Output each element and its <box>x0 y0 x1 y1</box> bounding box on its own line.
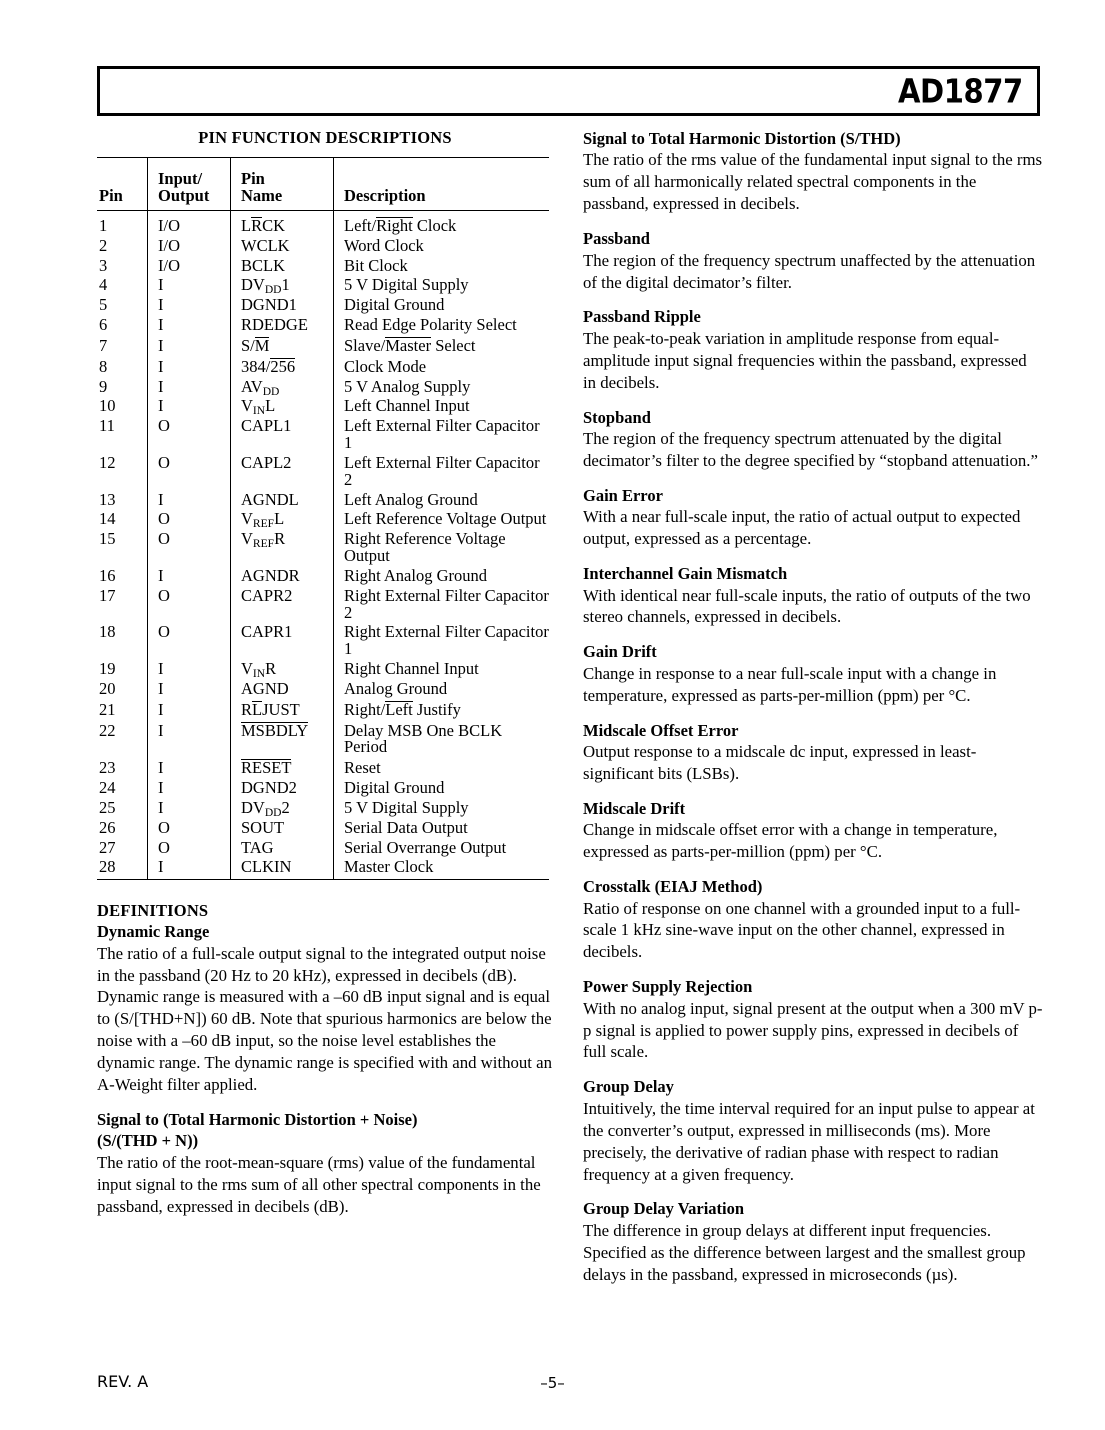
cell-description: 5 V Digital Supply <box>334 798 550 818</box>
table-header-row <box>97 158 549 211</box>
cell-pin-name: 384/256 <box>231 356 334 377</box>
cell-input-output: I <box>148 335 231 356</box>
cell-description: Right Reference Voltage Output <box>334 530 550 567</box>
column-header-input-output <box>148 158 231 211</box>
cell-pin-number: 5 <box>99 295 108 315</box>
cell-pin-name: RDEDGE <box>231 316 334 336</box>
cell-pin-number: 11 <box>99 416 115 436</box>
cell-pin-name: AGNDR <box>231 566 334 586</box>
cell-pin-name: RESET <box>231 758 334 779</box>
cell-input-output: I <box>148 720 231 758</box>
definition-title: Group Delay Variation <box>583 1199 745 1219</box>
cell-pin-number: 4 <box>99 275 108 295</box>
cell-description: Left/Right Clock <box>334 211 550 237</box>
cell-pin-name: $DV_{DD}2$ <box>231 798 334 818</box>
definition-body: The region of the frequency spectrum attenuated by the digital decimator’s filter to the degree specified by “stopband attenuation.” <box>583 429 1038 470</box>
footer-revision: REV. A <box>97 1372 149 1391</box>
definition-body: The ratio of the rms value of the fundamental input signal to the rms sum of all harmonically related spectral components in the passband, expressed in decibels. <box>583 150 1043 214</box>
cell-pin-number: 16 <box>99 565 116 585</box>
cell-description: Delay MSB One BCLK Period <box>334 720 550 758</box>
cell-pin-number: 2 <box>99 235 108 255</box>
table-row <box>97 798 549 818</box>
part-number-title: AD1877 <box>898 71 1023 111</box>
table-row <box>97 679 549 699</box>
cell-pin-number: 13 <box>99 489 116 509</box>
cell-pin-name: DGND1 <box>231 296 334 316</box>
table-row <box>97 818 549 838</box>
cell-pin-number: 24 <box>99 778 116 798</box>
cell-description: Digital Ground <box>334 296 550 316</box>
cell-pin-number: 27 <box>99 837 116 857</box>
cell-pin-number: 21 <box>99 699 116 719</box>
cell-description: Serial Overrange Output <box>334 838 550 858</box>
cell-input-output: O <box>148 838 231 858</box>
page-header-box <box>97 66 1040 116</box>
footer-page-number: –5– <box>540 1374 565 1392</box>
cell-input-output: I <box>148 699 231 720</box>
table-row <box>97 758 549 779</box>
cell-pin-name: CAPR2 <box>231 586 334 623</box>
column-header-description: Description <box>334 158 550 211</box>
table-row <box>97 256 549 276</box>
cell-pin-name: LRCK <box>231 211 334 237</box>
definition-body: The difference in group delays at different input frequencies. Specified as the difference between largest and the smallest group delays in the passband, expressed in microseconds (µs). <box>583 1220 1026 1284</box>
table-row <box>97 779 549 799</box>
definition-body: Ratio of response on one channel with a grounded input to a full-scale 1 kHz sine-wave input on the other channel, expressed in decibels. <box>583 898 1021 962</box>
cell-description: Right Channel Input <box>334 660 550 680</box>
definition-body: With a near full-scale input, the ratio of actual output to expected output, expressed as a percentage. <box>583 507 1021 549</box>
cell-input-output: I <box>148 566 231 586</box>
cell-pin-number: 19 <box>99 659 116 679</box>
definition-title-line2: (S/(THD + N)) <box>97 1131 199 1151</box>
cell-input-output: I <box>148 377 231 397</box>
definition-body: The region of the frequency spectrum unaffected by the attenuation of the digital decimator’s filter. <box>583 250 1036 292</box>
cell-description: Left Reference Voltage Output <box>334 510 550 530</box>
cell-input-output: I <box>148 758 231 779</box>
cell-pin-name: CAPR1 <box>231 623 334 660</box>
cell-description: Serial Data Output <box>334 818 550 838</box>
cell-description: Reset <box>334 758 550 779</box>
cell-pin-number: 17 <box>99 585 116 605</box>
cell-input-output: I/O <box>148 236 231 256</box>
cell-pin-name: $V_{REF}R$ <box>231 530 334 567</box>
cell-description: Right External Filter Capacitor 2 <box>334 586 550 623</box>
cell-pin-name: $V_{IN}L$ <box>231 397 334 417</box>
table-row <box>97 660 549 680</box>
definition-title: Midscale Offset Error <box>583 720 739 740</box>
definition-entry <box>583 1076 1043 1185</box>
cell-input-output: O <box>148 510 231 530</box>
pin-function-descriptions-title: PIN FUNCTION DESCRIPTIONS <box>198 128 452 147</box>
cell-description: Word Clock <box>334 236 550 256</box>
table-row <box>97 858 549 879</box>
cell-input-output: I/O <box>148 256 231 276</box>
definition-entry <box>583 798 1043 863</box>
cell-pin-number: 9 <box>99 376 108 396</box>
definition-entry <box>583 128 1043 215</box>
cell-pin-number: 25 <box>99 797 116 817</box>
cell-description: 5 V Analog Supply <box>334 377 550 397</box>
table-row <box>97 296 549 316</box>
cell-description: Right/Left Justify <box>334 699 550 720</box>
definition-title: Crosstalk (EIAJ Method) <box>583 877 763 897</box>
definition-entry <box>97 1109 553 1218</box>
cell-pin-number: 6 <box>99 315 108 335</box>
cell-pin-name: CLKIN <box>231 858 334 879</box>
table-row <box>97 623 549 660</box>
definition-title: Group Delay <box>583 1077 674 1097</box>
column-header-pin: Pin <box>97 158 148 211</box>
definition-entry <box>583 306 1043 393</box>
definition-title: Power Supply Rejection <box>583 977 753 997</box>
cell-description: Right Analog Ground <box>334 566 550 586</box>
definition-entry <box>583 976 1043 1063</box>
table-row <box>97 211 549 237</box>
cell-input-output: I <box>148 779 231 799</box>
table-row <box>97 720 549 758</box>
definition-title: Interchannel Gain Mismatch <box>583 564 788 584</box>
definition-entry <box>583 407 1043 472</box>
cell-description: Analog Ground <box>334 679 550 699</box>
definition-body: Change in midscale offset error with a change in temperature, expressed as parts-per-million (ppm) per °C. <box>583 820 998 862</box>
cell-pin-number: 18 <box>99 622 116 642</box>
definitions-section <box>97 901 553 1217</box>
cell-input-output: I <box>148 276 231 296</box>
cell-pin-number: 22 <box>99 720 116 740</box>
definition-title: Stopband <box>583 407 651 427</box>
cell-input-output: I <box>148 397 231 417</box>
left-definition-list <box>97 921 553 1217</box>
definition-title: Gain Drift <box>583 642 657 662</box>
definition-title: Dynamic Range <box>97 922 210 942</box>
right-definition-list <box>583 128 1043 1286</box>
cell-pin-name: WCLK <box>231 236 334 256</box>
cell-pin-number: 1 <box>99 216 108 235</box>
pin-function-table <box>97 157 549 879</box>
cell-pin-name: AGNDL <box>231 490 334 510</box>
definition-entry <box>583 563 1043 628</box>
left-column <box>97 128 553 1218</box>
cell-pin-name: RLJUST <box>231 699 334 720</box>
cell-pin-number: 20 <box>99 678 116 698</box>
column-header-io-line2: Output <box>158 186 210 206</box>
table-row <box>97 377 549 397</box>
cell-pin-number: 8 <box>99 356 108 376</box>
definition-title: Passband Ripple <box>583 307 701 327</box>
table-row <box>97 530 549 567</box>
column-header-pin-name <box>231 158 334 211</box>
cell-pin-number: 12 <box>99 452 116 472</box>
cell-input-output: I <box>148 679 231 699</box>
cell-pin-name: S/M <box>231 335 334 356</box>
definition-title: Signal to Total Harmonic Distortion (S/THD) <box>583 129 901 148</box>
cell-pin-name: $V_{IN}R$ <box>231 660 334 680</box>
table-row <box>97 453 549 490</box>
cell-pin-name: $V_{REF}L$ <box>231 510 334 530</box>
right-column <box>583 128 1043 1286</box>
definition-title: Signal to (Total Harmonic Distortion + Noise) <box>97 1109 418 1129</box>
cell-description: Master Clock <box>334 858 550 879</box>
cell-pin-number: 15 <box>99 529 116 549</box>
table-row <box>97 510 549 530</box>
cell-description: Read Edge Polarity Select <box>334 316 550 336</box>
column-header-name-line1: Pin <box>241 169 265 189</box>
table-body <box>97 211 549 880</box>
cell-input-output: O <box>148 530 231 567</box>
cell-pin-name: MSBDLY <box>231 720 334 758</box>
table-row <box>97 699 549 720</box>
cell-pin-number: 7 <box>99 335 108 355</box>
table-row <box>97 236 549 256</box>
column-header-name-line2: Name <box>241 186 283 206</box>
cell-input-output: I <box>148 296 231 316</box>
definition-body: With identical near full-scale inputs, the ratio of outputs of the two stereo channels, expressed in decibels. <box>583 585 1031 627</box>
table-row <box>97 490 549 510</box>
table-row <box>97 397 549 417</box>
cell-pin-number: 10 <box>99 396 116 416</box>
cell-pin-name: $AV_{DD}$ <box>231 377 334 397</box>
definition-entry <box>583 228 1043 293</box>
cell-description: Left Channel Input <box>334 397 550 417</box>
cell-input-output: O <box>148 586 231 623</box>
definition-body: Intuitively, the time interval required for an input pulse to appear at the converter’s output, expressed in milliseconds (ms). More precisely, the derivative of radian phase with respect to radian frequency at a given frequency. <box>583 1098 1035 1184</box>
definition-entry <box>583 876 1043 963</box>
definition-title: Midscale Drift <box>583 798 686 818</box>
cell-input-output: I <box>148 490 231 510</box>
definition-entry <box>583 720 1043 785</box>
cell-description: Left External Filter Capacitor 2 <box>334 453 550 490</box>
definition-body: The peak-to-peak variation in amplitude response from equal-amplitude input signal frequencies within the passband, expressed in decibels. <box>583 328 1027 392</box>
definition-body: With no analog input, signal present at the output when a 300 mV p-p signal is applied to power supply pins, expressed in decibels of full scale. <box>583 998 1043 1062</box>
definitions-heading: DEFINITIONS <box>97 901 209 921</box>
cell-description: Left External Filter Capacitor 1 <box>334 417 550 454</box>
cell-description: Left Analog Ground <box>334 490 550 510</box>
definition-entry <box>97 921 553 1096</box>
definition-entry <box>583 641 1043 706</box>
cell-input-output: O <box>148 623 231 660</box>
cell-pin-name: BCLK <box>231 256 334 276</box>
cell-input-output: I <box>148 660 231 680</box>
table-row <box>97 566 549 586</box>
cell-input-output: O <box>148 818 231 838</box>
definition-body: Change in response to a near full-scale input with a change in temperature, expressed as parts-per-million (ppm) per °C. <box>583 663 997 705</box>
cell-input-output: I <box>148 356 231 377</box>
cell-pin-name: SOUT <box>231 818 334 838</box>
cell-pin-name: CAPL1 <box>231 417 334 454</box>
cell-pin-number: 26 <box>99 817 116 837</box>
cell-input-output: I <box>148 858 231 879</box>
table-row <box>97 356 549 377</box>
table-row <box>97 335 549 356</box>
cell-pin-name: AGND <box>231 679 334 699</box>
cell-input-output: O <box>148 417 231 454</box>
cell-description: Right External Filter Capacitor 1 <box>334 623 550 660</box>
cell-description: Slave/Master Select <box>334 335 550 356</box>
column-header-io-line1: Input/ <box>158 169 203 189</box>
cell-pin-number: 3 <box>99 255 108 275</box>
cell-pin-name: TAG <box>231 838 334 858</box>
cell-input-output: I <box>148 316 231 336</box>
cell-input-output: I <box>148 798 231 818</box>
definition-body: The ratio of a full-scale output signal to the integrated output noise in the passband (20 Hz to 20 kHz), expressed in decibels (dB). Dynamic range is measured with a –60 dB input signal and is equal to (S/[THD+N]) 60 dB. Note that spurious harmonics are below the noise with a –60 dB input, so the noise level establishes the dynamic range. The dynamic range is specified with and without an A-Weight filter applied. <box>97 943 552 1095</box>
cell-input-output: O <box>148 453 231 490</box>
definition-entry <box>583 1198 1043 1285</box>
cell-pin-number: 28 <box>99 857 116 877</box>
table-row <box>97 417 549 454</box>
definition-title: Gain Error <box>583 485 663 505</box>
definition-body: Output response to a midscale dc input, expressed in least-significant bits (LSBs). <box>583 742 977 783</box>
cell-pin-number: 14 <box>99 509 116 529</box>
cell-pin-name: DGND2 <box>231 779 334 799</box>
table-header <box>97 158 549 211</box>
cell-description: Clock Mode <box>334 356 550 377</box>
cell-pin-name: $DV_{DD}1$ <box>231 276 334 296</box>
cell-pin-name: CAPL2 <box>231 453 334 490</box>
definition-body: The ratio of the root-mean-square (rms) value of the fundamental input signal to the rms sum of all other spectral components in the passband, expressed in decibels (dB). <box>97 1152 541 1216</box>
definition-title: Passband <box>583 229 650 249</box>
table-bottom-rule <box>97 879 549 880</box>
table-row <box>97 276 549 296</box>
cell-description: Digital Ground <box>334 779 550 799</box>
definition-entry <box>583 485 1043 550</box>
cell-input-output: I/O <box>148 211 231 237</box>
table-row <box>97 316 549 336</box>
cell-description: 5 V Digital Supply <box>334 276 550 296</box>
table-row <box>97 586 549 623</box>
cell-pin-number: 23 <box>99 758 116 778</box>
table-row <box>97 838 549 858</box>
cell-description: Bit Clock <box>334 256 550 276</box>
